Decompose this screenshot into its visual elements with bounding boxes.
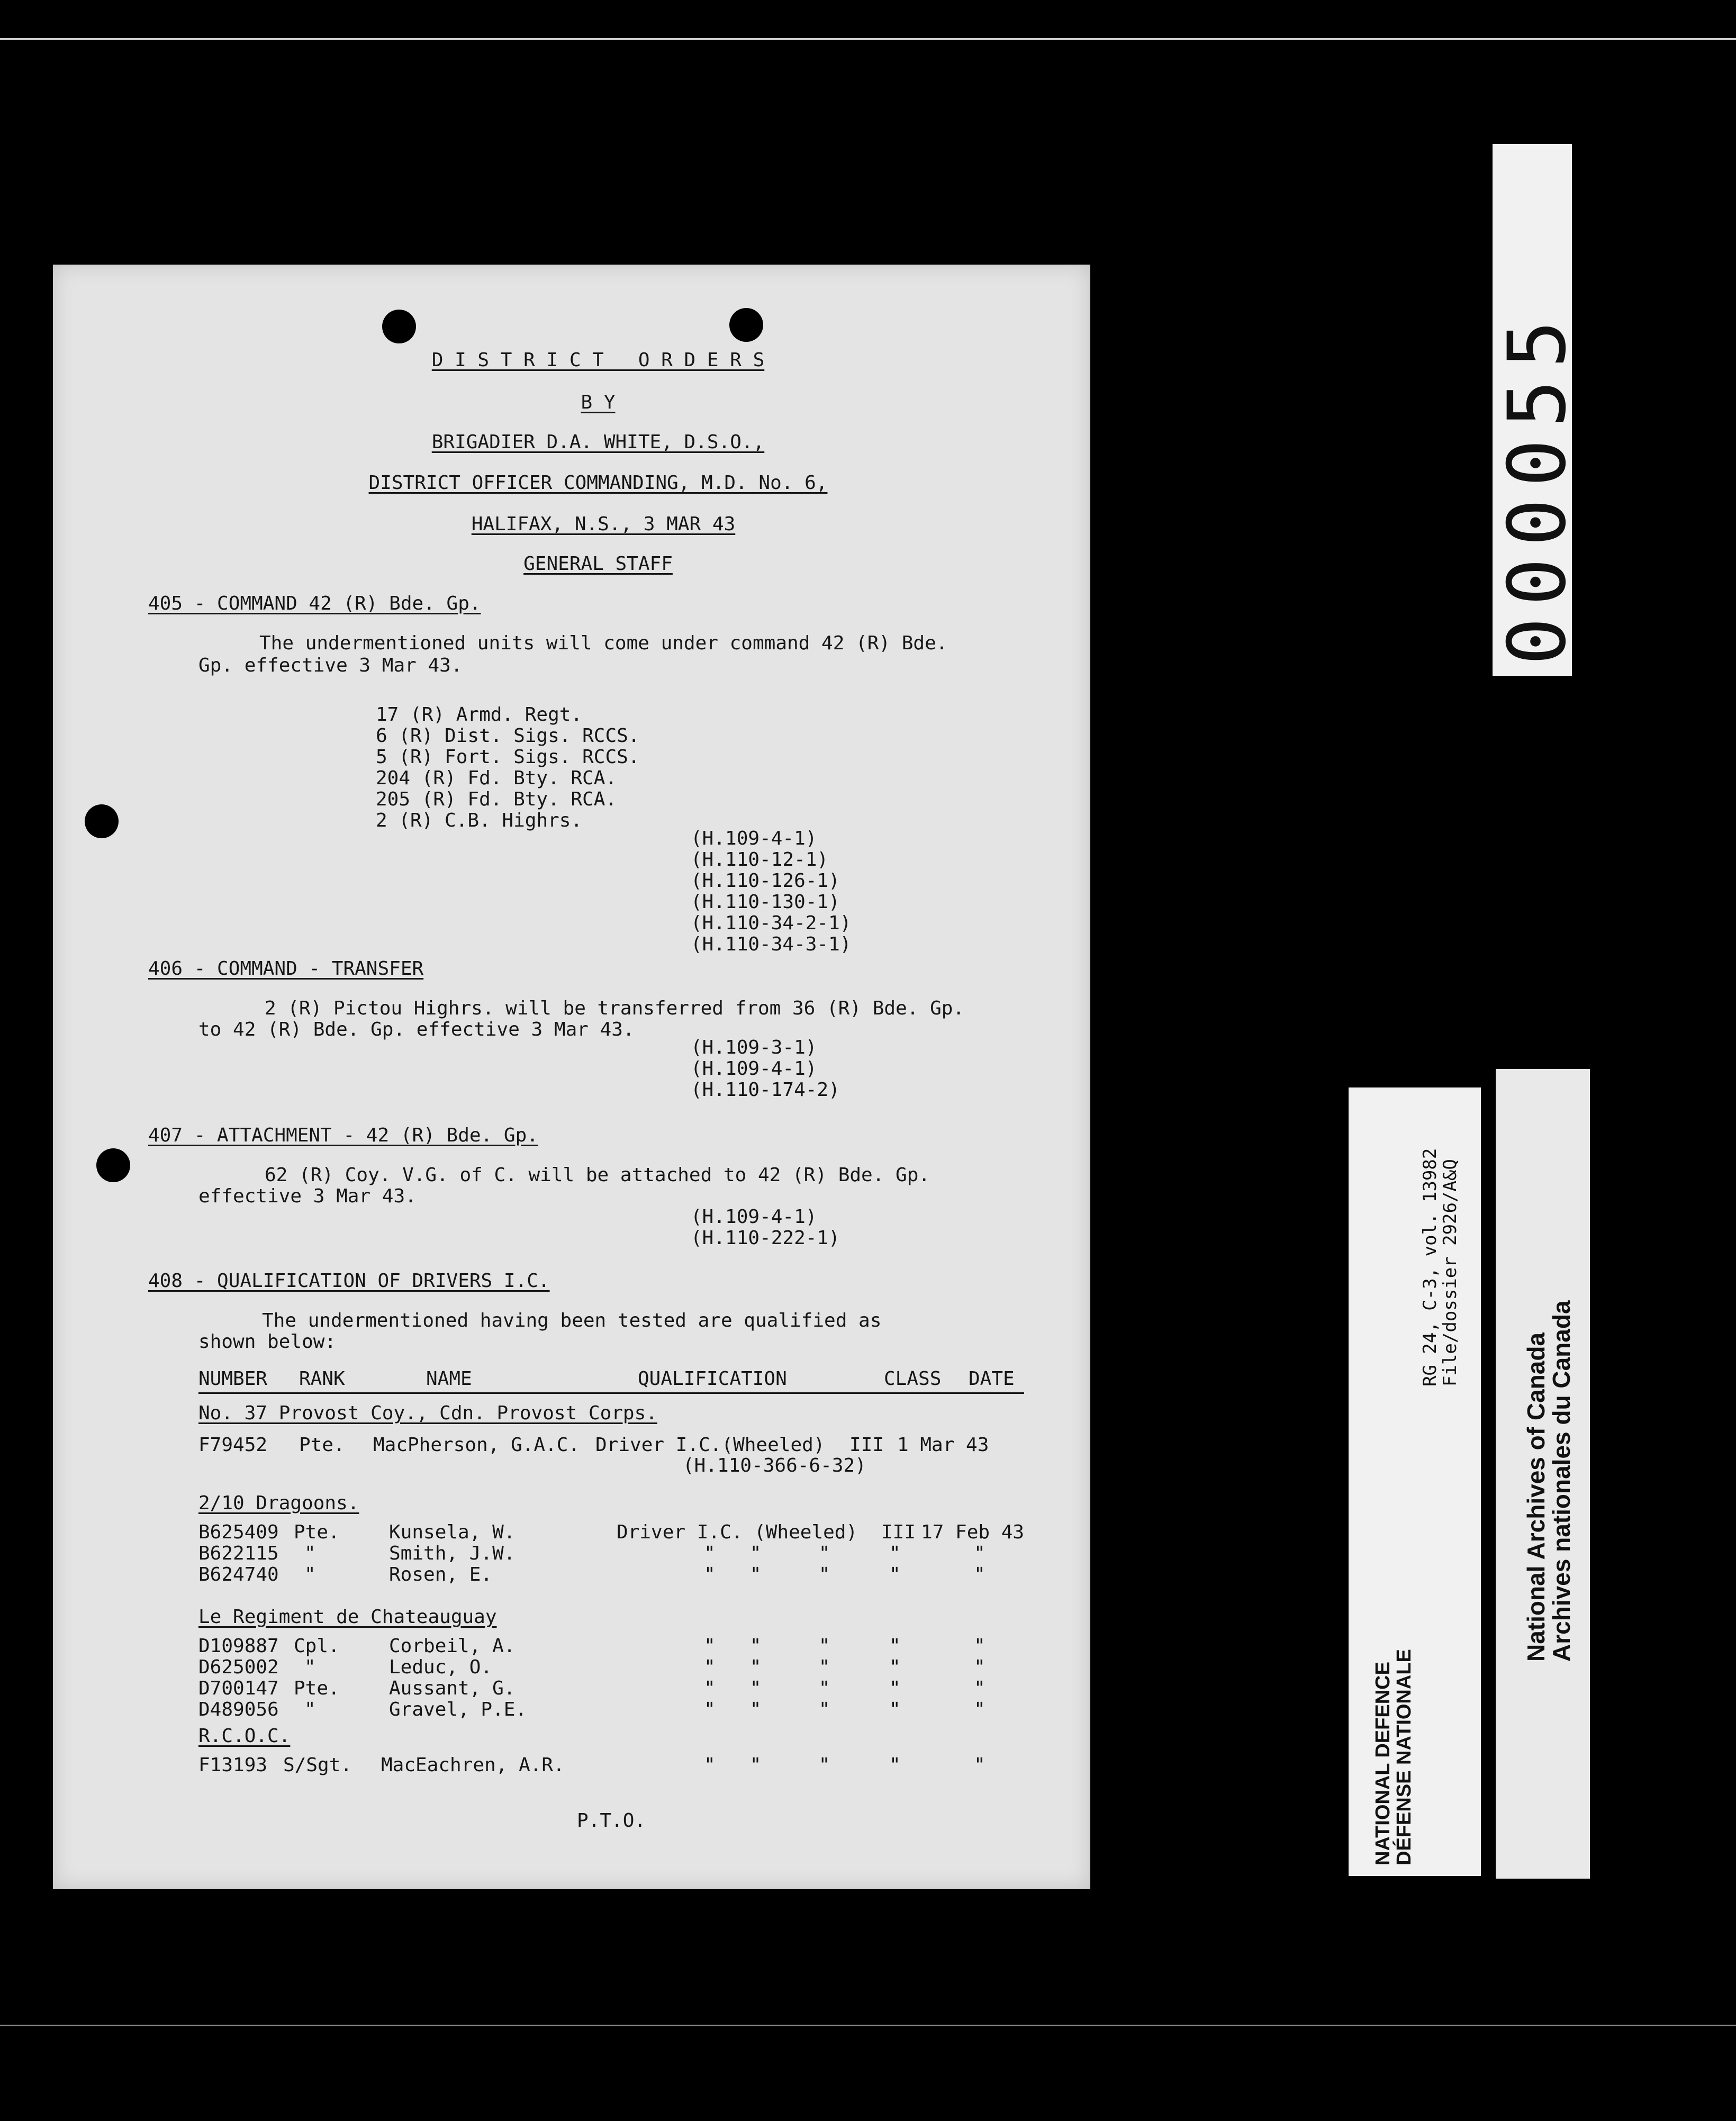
national-defence-label [1349,1087,1481,1876]
file-reference: (H.110-34-3-1) [691,933,852,955]
section-407-text: effective 3 Mar 43. [198,1185,417,1207]
cell-class: III [849,1434,884,1456]
archives-en: National Archives of Canada [1522,1332,1550,1662]
cell-class: " [889,1635,901,1657]
file-reference: (H.110-366-6-32) [683,1455,866,1476]
cell-date: " [974,1678,985,1699]
cell-name: Corbeil, A. [389,1635,516,1657]
cell-class: " [889,1754,901,1776]
file-reference: (H.110-130-1) [691,891,840,913]
file-reference: (H.110-174-2) [691,1079,840,1101]
document-title: D I S T R I C T O R D E R S [431,349,765,371]
punch-hole [729,308,763,342]
cell-name: Rosen, E. [389,1564,493,1585]
unit-line: 205 (R) Fd. Bty. RCA. [376,788,617,810]
unit-line: 204 (R) Fd. Bty. RCA. [376,767,617,789]
cell-class: " [889,1656,901,1678]
cell-qualification: " " " [704,1543,830,1564]
cell-qualification: " " " [704,1635,830,1657]
qualification-table-header [198,1368,1024,1394]
section-406-text: 2 (R) Pictou Highrs. will be transferred from 36 (R) Bde. Gp. [265,998,965,1019]
cell-date: " [974,1699,985,1720]
cell-qualification: " " " [704,1564,830,1585]
column-header: NAME [426,1368,472,1390]
archive-ref-line2: File/dossier 2926/A&Q [1440,1159,1461,1386]
table-row [198,1656,1045,1679]
unit-line: 6 (R) Dist. Sigs. RCCS. [376,725,640,747]
section-408-heading: 408 - QUALIFICATION OF DRIVERS I.C. [148,1270,550,1292]
section-405-heading: 405 - COMMAND 42 (R) Bde. Gp. [148,593,481,614]
cell-date: " [974,1635,985,1657]
cell-name: Kunsela, W. [389,1521,516,1543]
cell-date: 17 Feb 43 [921,1521,1025,1543]
cell-date: " [974,1656,985,1678]
cell-rank: Cpl. [294,1635,340,1657]
column-header: RANK [299,1368,345,1390]
cell-number: F79452 [198,1434,268,1456]
file-reference: (H.109-3-1) [691,1037,817,1058]
section-408-text: shown below: [198,1331,337,1353]
file-reference: (H.110-126-1) [691,870,840,892]
cell-number: B622115 [198,1543,279,1564]
cell-date: 1 Mar 43 [897,1434,989,1456]
archives-fr: Archives nationales du Canada [1548,1300,1575,1662]
officer-position: DISTRICT OFFICER COMMANDING, M.D. No. 6, [368,472,828,494]
place-date: HALIFAX, N.S., 3 MAR 43 [471,513,736,535]
cell-class: " [889,1678,901,1699]
cell-number: B625409 [198,1521,279,1543]
frame-number: 000055 [1491,309,1584,665]
document-page [53,265,1090,1889]
unit-group-heading: R.C.O.C. [198,1725,291,1747]
column-header: DATE [969,1368,1015,1390]
table-row [198,1754,1045,1776]
column-header: QUALIFICATION [638,1368,787,1390]
cell-number: B624740 [198,1564,279,1585]
national-archives-label [1496,1069,1590,1879]
cell-rank: " [304,1543,316,1564]
punch-hole [382,310,416,343]
unit-line: 17 (R) Armd. Regt. [376,704,583,726]
cell-rank: " [304,1564,316,1585]
cell-number: D109887 [198,1635,279,1657]
cell-number: D489056 [198,1699,279,1720]
officer-name: BRIGADIER D.A. WHITE, D.S.O., [431,431,765,453]
file-reference: (H.110-12-1) [691,849,829,871]
cell-number: D700147 [198,1678,279,1699]
cell-name: MacEachren, A.R. [381,1754,565,1776]
cell-class: " [889,1699,901,1720]
column-header: CLASS [884,1368,942,1390]
cell-qualification: " " " [704,1754,830,1776]
unit-group-heading: No. 37 Provost Coy., Cdn. Provost Corps. [198,1402,657,1424]
cell-class: III [881,1521,916,1543]
cell-class: " [889,1543,901,1564]
cell-name: Gravel, P.E. [389,1699,527,1720]
section-405-text: The undermentioned units will come under command 42 (R) Bde. [259,632,948,654]
section-406-heading: 406 - COMMAND - TRANSFER [148,958,424,980]
cell-rank: Pte. [299,1434,345,1456]
cell-rank: " [304,1656,316,1678]
section-405-text: Gp. effective 3 Mar 43. [198,655,463,676]
column-header: NUMBER [198,1368,268,1390]
cell-qualification: " " " [704,1699,830,1720]
cell-class: " [889,1564,901,1585]
cell-date: " [974,1543,985,1564]
cell-rank: Pte. [294,1678,340,1699]
archive-reference [1420,1148,1460,1386]
cell-name: Aussant, G. [389,1678,516,1699]
cell-qualification: Driver I.C.(Wheeled) [595,1434,825,1456]
defence-fr: DÉFENSE NATIONALE [1393,1649,1415,1865]
film-edge-bottom [0,2025,1736,2026]
defence-en: NATIONAL DEFENCE [1372,1662,1394,1865]
frame-number-label [1491,144,1584,676]
cell-name: Leduc, O. [389,1656,493,1678]
section-406-text: to 42 (R) Bde. Gp. effective 3 Mar 43. [198,1019,635,1040]
film-edge-top [0,38,1736,40]
table-row [198,1434,1045,1456]
cell-name: Smith, J.W. [389,1543,516,1564]
staff-heading: GENERAL STAFF [523,553,673,575]
cell-qualification: " " " [704,1678,830,1699]
cell-rank: S/Sgt. [283,1754,352,1776]
archive-ref-line1: RG 24, C-3, vol. 13982 [1419,1148,1441,1386]
cell-rank: Pte. [294,1521,340,1543]
pto-note: P.T.O. [577,1810,646,1832]
table-row [198,1543,1045,1565]
unit-line: 2 (R) C.B. Highrs. [376,810,583,831]
table-row [198,1699,1045,1721]
punch-hole [85,804,119,838]
archives-text [1523,1300,1574,1662]
unit-line: 5 (R) Fort. Sigs. RCCS. [376,746,640,768]
cell-qualification: Driver I.C. (Wheeled) [617,1521,858,1543]
cell-number: F13193 [198,1754,268,1776]
file-reference: (H.110-34-2-1) [691,912,852,934]
file-reference: (H.110-222-1) [691,1227,840,1249]
punch-hole [96,1148,130,1182]
file-reference: (H.109-4-1) [691,1206,817,1228]
unit-group-heading: Le Regiment de Chateauguay [198,1606,497,1628]
table-row [198,1564,1045,1586]
cell-rank: " [304,1699,316,1720]
section-408-text: The undermentioned having been tested are qualified as [262,1310,882,1331]
cell-number: D625002 [198,1656,279,1678]
cell-date: " [974,1754,985,1776]
cell-qualification: " " " [704,1656,830,1678]
cell-name: MacPherson, G.A.C. [373,1434,580,1456]
file-reference: (H.109-4-1) [691,1058,817,1080]
table-row [198,1521,1045,1544]
section-407-heading: 407 - ATTACHMENT - 42 (R) Bde. Gp. [148,1125,538,1146]
by-line: B Y [581,392,616,413]
section-407-text: 62 (R) Coy. V.G. of C. will be attached to 42 (R) Bde. Gp. [265,1164,930,1186]
cell-date: " [974,1564,985,1585]
table-row [198,1635,1045,1657]
unit-group-heading: 2/10 Dragoons. [198,1492,359,1514]
defence-text [1372,1649,1415,1865]
file-reference: (H.109-4-1) [691,828,817,849]
table-row [198,1678,1045,1700]
